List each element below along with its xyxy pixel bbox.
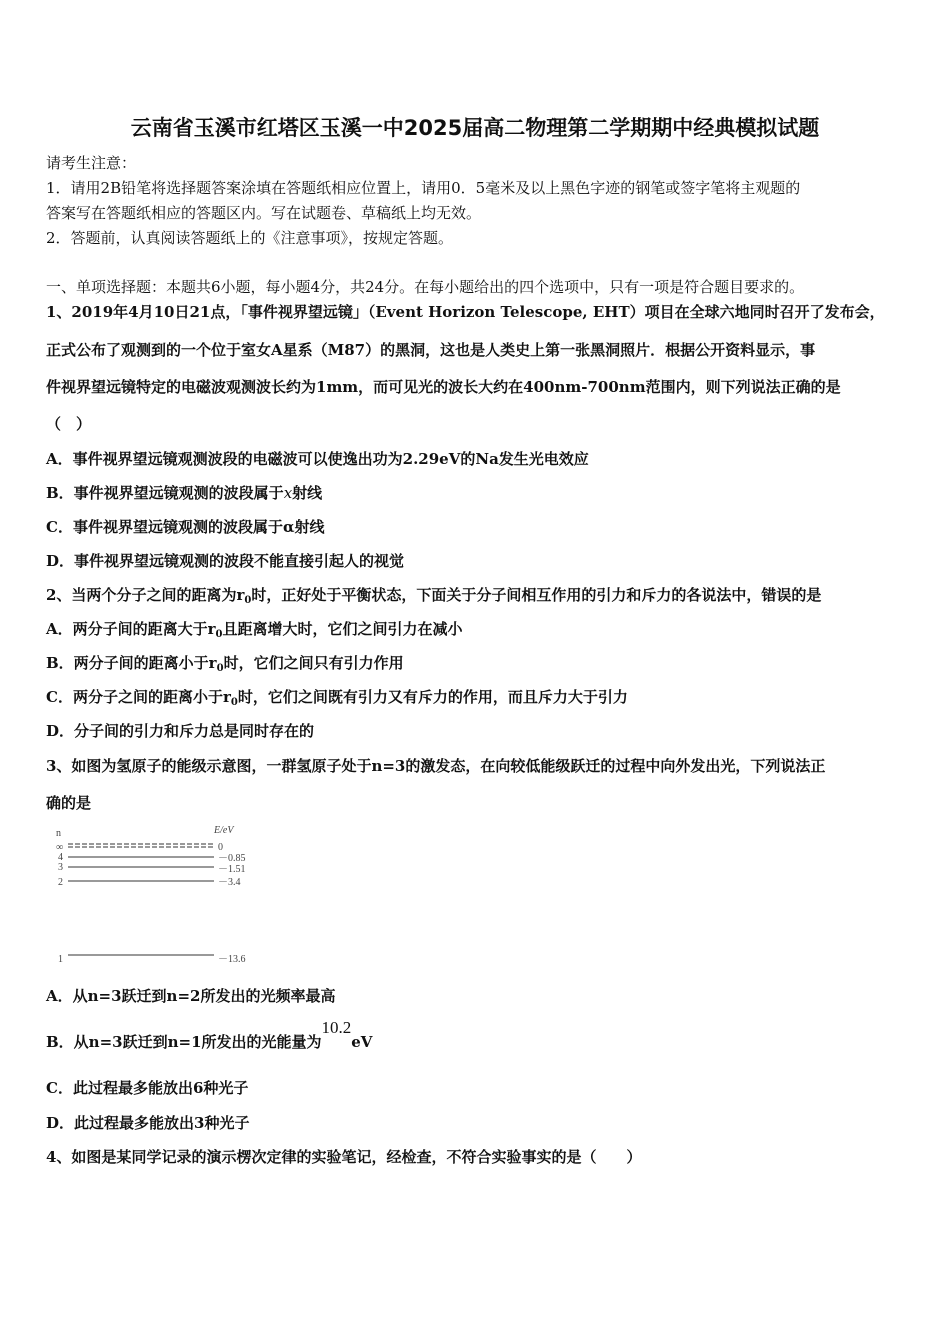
energy-inf: 0 [218, 842, 223, 853]
q1-option-b: B．事件视界望远镜观测的波段属于x射线 [46, 484, 323, 502]
q2-stem: 2、当两个分子之间的距离为$r_0$时，正好处于平衡状态，下面关于分子间相互作用的引力和斥力的各说法中，错误的是 [46, 586, 822, 606]
section-heading: 一、单项选择题：本题共6小题，每小题4分，共24分。在每小题给出的四个选项中，只有一项是符合题目要求的。 [46, 278, 805, 296]
q2-option-d: D．分子间的引力和斥力总是同时存在的 [46, 722, 315, 740]
q3-stem-line-1: 3、如图为氢原子的能级示意图，一群氢原子处于n=3的激发态，在向较低能级跃迁的过程中向外发出光，下列说法正 [46, 757, 826, 775]
q2-option-c: C．两分子之间的距离小于$r_0$时，它们之间既有引力又有斥力的作用，而且斥力大于引力 [46, 688, 628, 708]
level-label-3: 3 [58, 862, 63, 873]
energy-1: －13.6 [218, 954, 246, 965]
q1-option-c: C．事件视界望远镜观测的波段属于α射线 [46, 518, 325, 536]
level-label-inf: ∞ [56, 842, 64, 853]
q3-option-d: D．此过程最多能放出3种光子 [46, 1114, 250, 1132]
q2-option-a: A．两分子间的距离大于$r_0$且距离增大时，它们之间引力在减小 [46, 620, 463, 640]
notice-line-1a: 1．请用2B铅笔将选择题答案涂填在答题纸相应位置上，请用0．5毫米及以上黑色字迹的钢笔或签字笔将主观题的 [46, 179, 801, 197]
energy-level-diagram [50, 820, 270, 970]
notice-heading: 请考生注意： [46, 154, 137, 172]
q1-option-a: A．事件视界望远镜观测波段的电磁波可以使逸出功为2.29eV的Na发生光电效应 [46, 450, 589, 468]
energy-4: －0.85 [218, 853, 246, 864]
q1-stem-line-1: 1、2019年4月10日21点，「事件视界望远镜」（Event Horizon Telescope, EHT）项目在全球六地同时召开了发布会， [46, 303, 885, 321]
energy-2: －3.4 [218, 877, 241, 888]
level-label-4: 4 [58, 852, 63, 863]
q1-stem-line-4: （ ） [46, 415, 92, 433]
energy-axis-header: E/eV [214, 825, 234, 836]
q2-option-b: B．两分子间的距离小于$r_0$时，它们之间只有引力作用 [46, 654, 404, 674]
level-label-2: 2 [58, 877, 63, 888]
page-title: 云南省玉溪市红塔区玉溪一中2025届高二物理第二学期期中经典模拟试题 [130, 116, 820, 140]
notice-line-1b: 答案写在答题纸相应的答题区内。写在试题卷、草稿纸上均无效。 [46, 204, 482, 222]
q1-option-d: D．事件视界望远镜观测的波段不能直接引起人的视觉 [46, 552, 405, 570]
q3-b-value: 10.2 [321, 1018, 352, 1037]
q1-stem-line-3: 件视界望远镜特定的电磁波观测波长约为1mm，而可见光的波长大约在400nm-700nm范围内，则下列说法正确的是 [46, 378, 841, 396]
q1-stem-line-2: 正式公布了观测到的一个位于室女A星系（M87）的黑洞，这也是人类史上第一张黑洞照片．根据公开资料显示，事 [46, 341, 816, 359]
level-label-1: 1 [58, 954, 63, 965]
n-axis-header: n [56, 828, 61, 839]
q4-stem: 4、如图是某同学记录的演示楞次定律的实验笔记，经检查，不符合实验事实的是（ ） [46, 1148, 642, 1166]
energy-3: －1.51 [218, 864, 246, 875]
notice-line-2: 2．答题前，认真阅读答题纸上的《注意事项》，按规定答题。 [46, 229, 454, 247]
q3-option-a: A．从n=3跃迁到n=2所发出的光频率最高 [46, 987, 336, 1005]
q3-stem-line-2: 确的是 [46, 794, 92, 812]
q3-option-c: C．此过程最多能放出6种光子 [46, 1079, 249, 1097]
q3-option-b: B．从n=3跃迁到n=1所发出的光能量为10.2eV [46, 1018, 373, 1051]
